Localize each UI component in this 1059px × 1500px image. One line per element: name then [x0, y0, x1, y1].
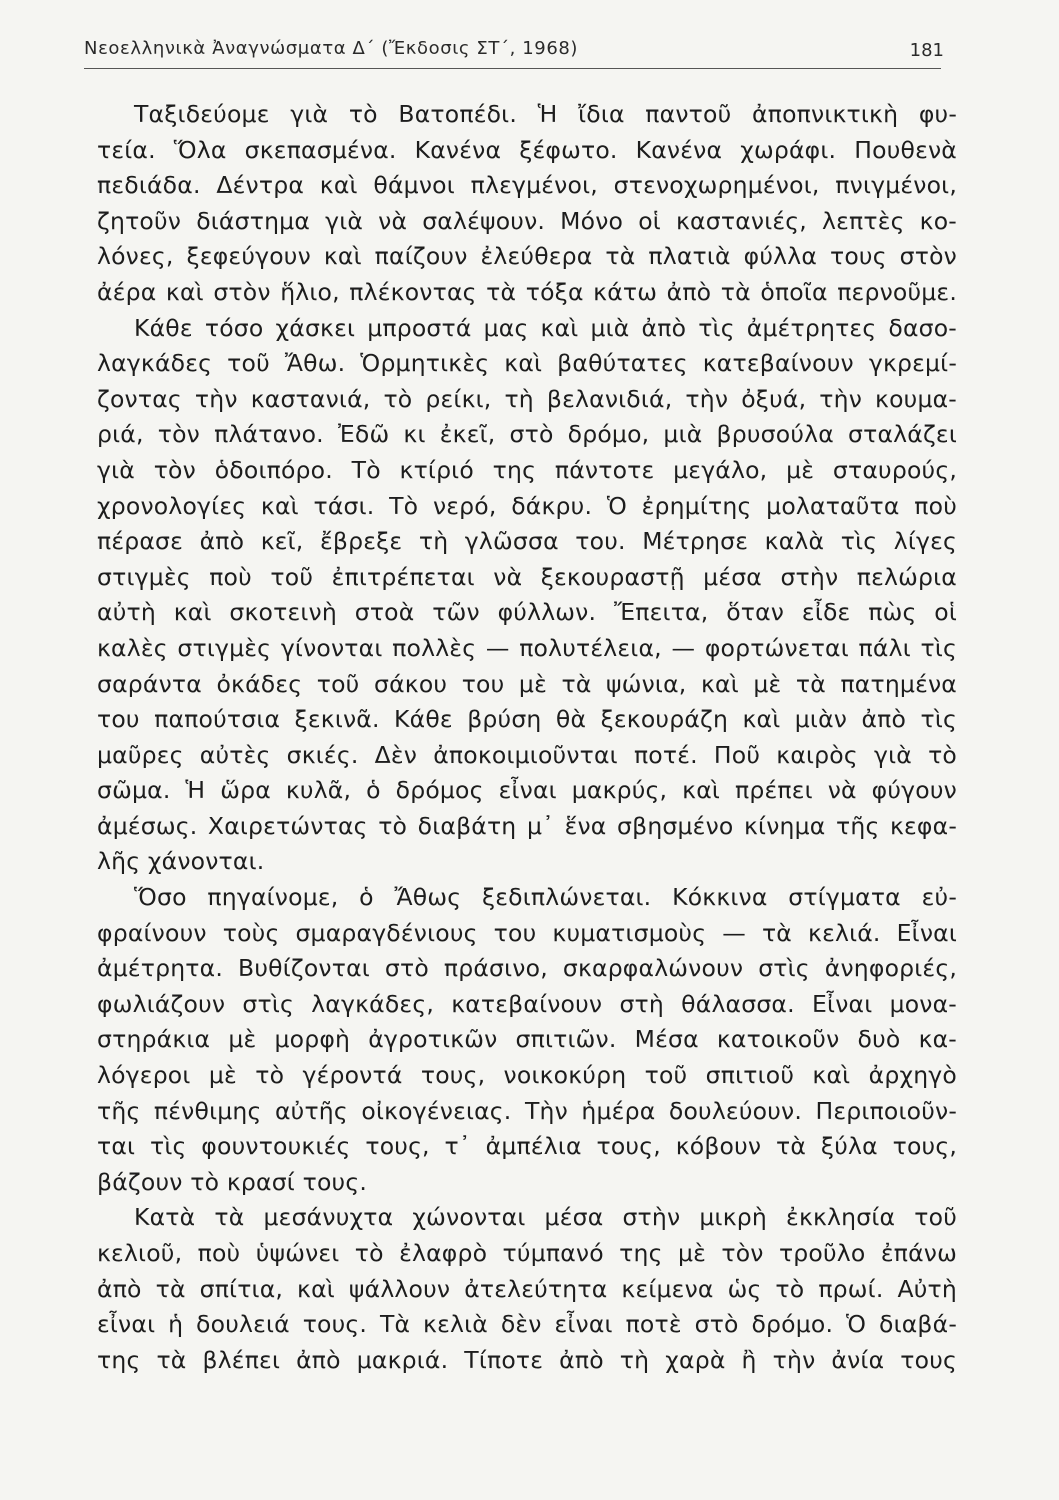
text-line: βάζουν τὸ κρασί τους. — [97, 1167, 367, 1196]
text-line: στιγμὲς ποὺ τοῦ ἐπιτρέπεται νὰ ξεκουραστῇ μέσα στὴν πελώρια — [97, 562, 957, 591]
text-line: Ὅσο πηγαίνομε, ὁ Ἄθως ξεδιπλώνεται. Κόκκινα στίγματα εὐ- — [134, 883, 957, 912]
text-line: αὐτὴ καὶ σκοτεινὴ στοὰ τῶν φύλλων. Ἔπειτα, ὅταν εἶδε πὼς οἱ — [97, 598, 957, 627]
text-line: τεία. Ὅλα σκεπασμένα. Κανένα ξέφωτο. Κανένα χωράφι. Πουθενὰ — [97, 135, 957, 164]
text-line: κελιοῦ, ποὺ ὑψώνει τὸ ἐλαφρὸ τύμπανό της μὲ τὸν τροῦλο ἐπάνω — [97, 1239, 957, 1267]
text-line: τῆς πένθιμης αὐτῆς οἰκογένειας. Τὴν ἡμέρα δουλεύουν. Περιποιοῦν- — [97, 1096, 957, 1125]
text-line: εἶναι ἡ δουλειά τους. Τὰ κελιὰ δὲν εἶναι ποτὲ στὸ δρόμο. Ὁ διαβά- — [97, 1310, 957, 1339]
text-line: ἀέρα καὶ στὸν ἥλιο, πλέκοντας τὰ τόξα κάτω ἀπὸ τὰ ὁποῖα περνοῦμε. — [97, 277, 957, 306]
text-line: πεδιάδα. Δέντρα καὶ θάμνοι πλεγμένοι, στενοχωρημένοι, πνιγμένοι, — [97, 171, 957, 200]
body-text — [97, 97, 957, 1378]
text-line: φραίνουν τοὺς σμαραγδένιους του κυματισμοὺς — τὰ κελιά. Εἶναι — [97, 918, 957, 947]
text-line: χρονολογίες καὶ τάσι. Τὸ νερό, δάκρυ. Ὁ ἐρημίτης μολαταῦτα ποὺ — [97, 491, 957, 520]
text-line: ριά, τὸν πλάτανο. Ἐδῶ κι ἐκεῖ, στὸ δρόμο, μιὰ βρυσούλα σταλάζει — [97, 420, 957, 449]
running-header — [84, 34, 944, 69]
text-line: γιὰ τὸν ὁδοιπόρο. Τὸ κτίριό της πάντοτε μεγάλο, μὲ σταυρούς, — [97, 455, 957, 484]
text-line: ζητοῦν διάστημα γιὰ νὰ σαλέψουν. Μόνο οἱ καστανιές, λεπτὲς κο- — [97, 206, 957, 235]
text-line: στηράκια μὲ μορφὴ ἀγροτικῶν σπιτιῶν. Μέσα κατοικοῦν δυὸ κα- — [97, 1025, 957, 1054]
text-line: του παπούτσια ξεκινᾶ. Κάθε βρύση θὰ ξεκουράζη καὶ μιὰν ἀπὸ τὶς — [97, 705, 957, 734]
running-title: Νεοελληνικὰ Ἀναγνώσματα Δ΄ (Ἔκδοσις ΣΤ΄, 1968) — [84, 38, 579, 59]
text-line: καλὲς στιγμὲς γίνονται πολλὲς — πολυτέλεια, — φορτώνεται πάλι τὶς — [97, 633, 957, 662]
text-line: πέρασε ἀπὸ κεῖ, ἔβρεξε τὴ γλῶσσα του. Μέτρησε καλὰ τὶς λίγες — [97, 527, 957, 556]
text-line: Κάθε τόσο χάσκει μπροστά μας καὶ μιὰ ἀπὸ τὶς ἀμέτρητες δασο- — [134, 313, 957, 342]
text-line: Ταξιδεύομε γιὰ τὸ Βατοπέδι. Ἡ ἴδια παντοῦ ἀποπνικτικὴ φυ- — [134, 100, 957, 128]
text-line: λόγεροι μὲ τὸ γέροντά τους, νοικοκύρη τοῦ σπιτιοῦ καὶ ἀρχηγὸ — [97, 1061, 957, 1090]
text-line: μαῦρες αὐτὲς σκιές. Δὲν ἀποκοιμιοῦνται ποτέ. Ποῦ καιρὸς γιὰ τὸ — [97, 740, 957, 769]
text-line: σῶμα. Ἡ ὥρα κυλᾶ, ὁ δρόμος εἶναι μακρύς, καὶ πρέπει νὰ φύγουν — [97, 776, 957, 805]
text-line: της τὰ βλέπει ἀπὸ μακριά. Τίποτε ἀπὸ τὴ χαρὰ ἢ τὴν ἀνία τους — [97, 1345, 957, 1374]
text-line: λαγκάδες τοῦ Ἄθω. Ὁρμητικὲς καὶ βαθύτατες κατεβαίνουν γκρεμί- — [97, 349, 957, 378]
text-line: φωλιάζουν στὶς λαγκάδες, κατεβαίνουν στὴ θάλασσα. Εἶναι μονα- — [97, 989, 957, 1018]
page-number: 181 — [909, 40, 944, 61]
text-line: Κατὰ τὰ μεσάνυχτα χώνονται μέσα στὴν μικρὴ ἐκκλησία τοῦ — [134, 1203, 957, 1232]
text-line: σαράντα ὀκάδες τοῦ σάκου του μὲ τὰ ψώνια, καὶ μὲ τὰ πατημένα — [97, 669, 957, 698]
text-line: λῆς χάνονται. — [97, 847, 265, 876]
text-line: ἀμέτρητα. Βυθίζονται στὸ πράσινο, σκαρφαλώνουν στὶς ἀνηφοριές, — [97, 954, 957, 983]
text-line: ται τὶς φουντουκιές τους, τ᾽ ἀμπέλια τους, κόβουν τὰ ξύλα τους, — [97, 1132, 957, 1161]
text-line: ἀπὸ τὰ σπίτια, καὶ ψάλλουν ἀτελεύτητα κείμενα ὡς τὸ πρωί. Αὐτὴ — [97, 1274, 957, 1303]
text-line: ζοντας τὴν καστανιά, τὸ ρείκι, τὴ βελανιδιά, τὴν ὀξυά, τὴν κουμα- — [97, 384, 957, 413]
text-line: ἀμέσως. Χαιρετώντας τὸ διαβάτη μ᾽ ἕνα σβησμένο κίνημα τῆς κεφα- — [97, 811, 957, 840]
text-line: λόνες, ξεφεύγουν καὶ παίζουν ἐλεύθερα τὰ πλατιὰ φύλλα τους στὸν — [97, 242, 957, 271]
